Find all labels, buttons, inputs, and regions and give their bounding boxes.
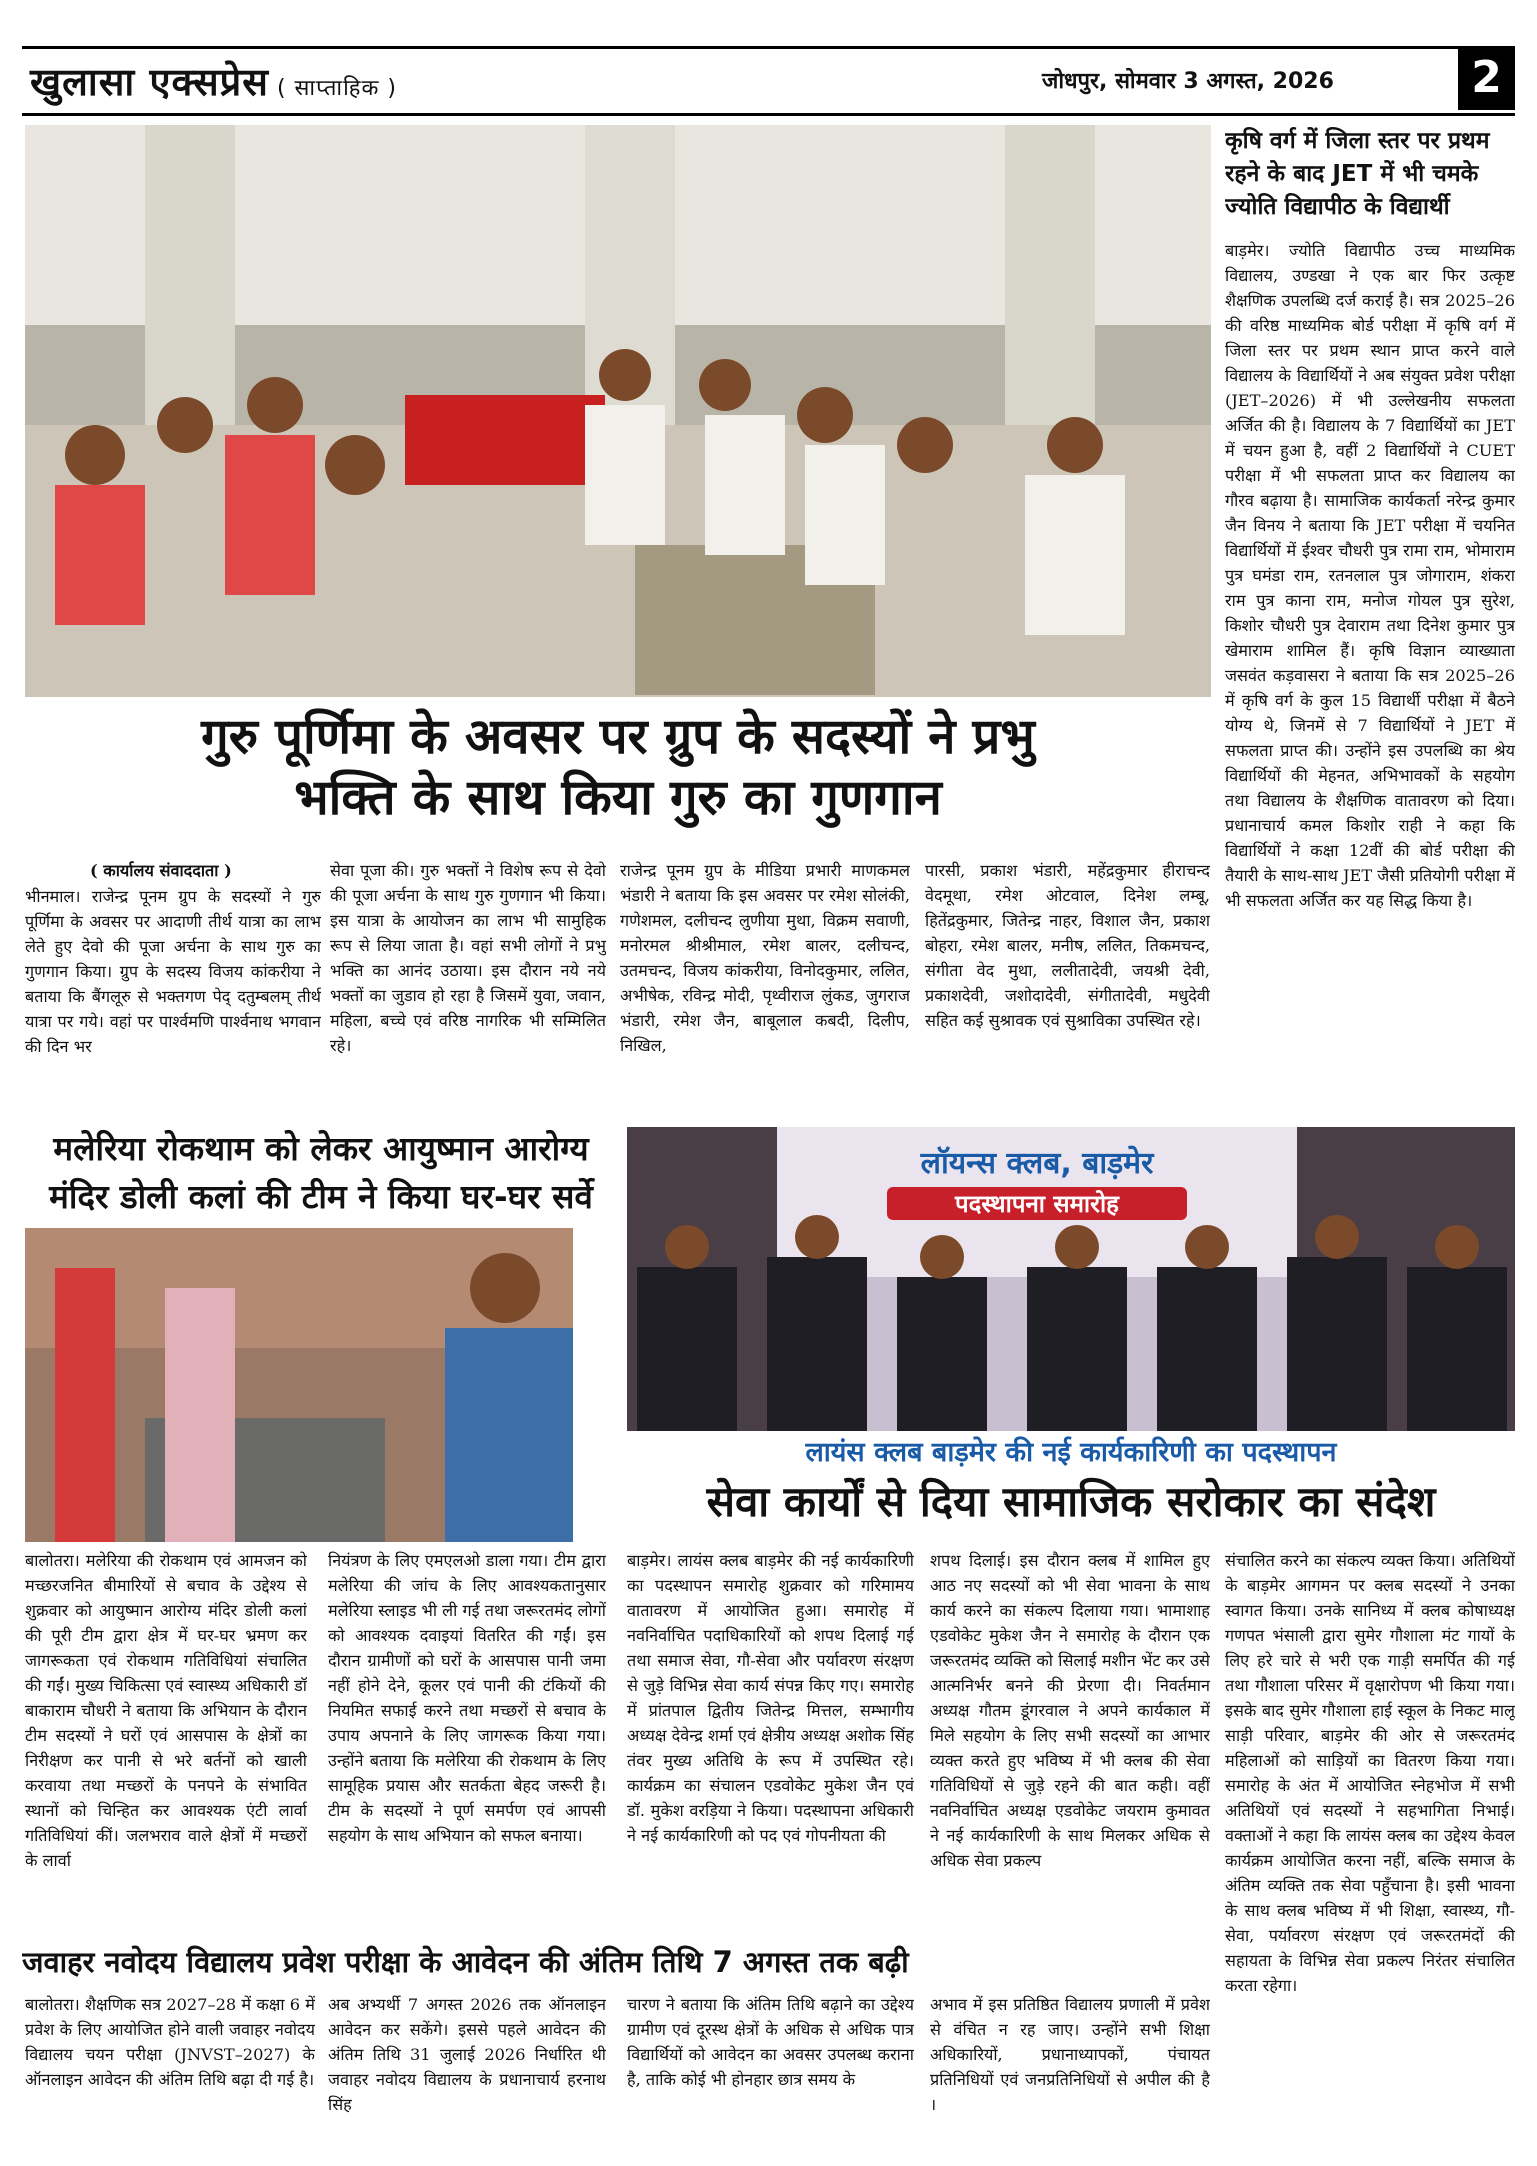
story2-col1: बालोतरा। मलेरिया की रोकथाम एवं आमजन को मच्छरजनित बीमारियों से बचाव के उद्देश्य से शुक्रवार को आयुष्मान आरोग्य मंदिर डोली कलां की पूरी टीम द्वारा क्षेत्र में घर-घर भ्रमण कर जागरूकता एवं रोकथाम गतिविधियां संचालित की गईं। मुख्य चिकित्सा एवं स्वास्थ्य अधिकारी डॉ बाकाराम चौधरी ने बताया कि अभियान के दौरान टीम सदस्यों ने घरों एवं आसपास के क्षेत्रों का निरीक्षण कर पानी से भरे बर्तनों को खाली करवाया तथा मच्छरों के पनपने के संभावित स्थानों को चिन्हित कर आवश्यक एंटी लार्वा गतिविधियां कीं। जलभराव वाले क्षेत्रों में मच्छरों के लार्वा — [25, 1551, 307, 1870]
story3-photo — [627, 1127, 1515, 1431]
story1-col3: राजेन्द्र पूनम ग्रुप के मीडिया प्रभारी माणकमल भंडारी ने बताया कि इस अवसर पर रमेश सोलंकी, गणेशमल, दलीचन्द लुणीया मुथा, विक्रम सवाणी, मनोरमल श्रीश्रीमाल, रमेश बालर, दलीचन्द, उतमचन्द, विजय कांकरीया, विनोदकुमार, ललित, अभीषेक, रविन्द्र मोदी, पृथ्वीराज लुंकड, जुगराज भंडारी, रमेश जैन, बाबूलाल कबदी, दिलीप, निखिल, — [620, 861, 910, 1055]
banner-title: लॉयन्स क्लब, बाड़मेर — [920, 1146, 1154, 1181]
sidebar-body: बाड़मेर। ज्योति विद्यापीठ उच्च माध्यमिक विद्यालय, उण्डखा ने एक बार फिर उत्कृष्ट शैक्षणिक उपलब्धि दर्ज कराई है। सत्र 2025–26 की वरिष्ठ माध्यमिक बोर्ड परीक्षा में कृषि वर्ग में जिला स्तर पर प्रथम स्थान प्राप्त करने वाले विद्यालय के विद्यार्थियों ने अब संयुक्त प्रवेश परीक्षा (JET–2026) में भी उल्लेखनीय सफलता अर्जित की है। विद्यालय के 7 विद्यार्थियों का JET में चयन हुआ है, वहीं 2 विद्यार्थियों ने CUET परीक्षा में भी सफलता प्राप्त कर विद्यालय का गौरव बढ़ाया है। सामाजिक कार्यकर्ता नरेन्द्र कुमार जैन विनय ने बताया कि JET परीक्षा में चयनित विद्यार्थियों में ईश्वर चौधरी पुत्र रामा राम, भोमाराम पुत्र घमंडा राम, रतनलाल पुत्र जोगाराम, शंकरा राम पुत्र काना राम, मनोज गोयल पुत्र सुरेश, किशोर चौधरी पुत्र देवाराम तथा दिनेश कुमार पुत्र खेमाराम शामिल हैं। कृषि विज्ञान व्याख्याता जसवंत कड़वासरा ने बताया कि सत्र 2025–26 में कृषि वर्ग के कुल 15 विद्यार्थी परीक्षा में बैठने योग्य थे, जिनमें से 7 विद्यार्थियों ने JET में सफलता प्राप्त की। उन्होंने इस उपलब्धि का श्रेय विद्यार्थियों की मेहनत, अभिभावकों के सहयोग तथा विद्यालय के शैक्षणिक वातावरण को दिया। प्रधानाचार्य कमल किशोर राही ने कहा कि विद्यार्थियों ने कक्षा 12वीं की बोर्ड परीक्षा की तैयारी के साथ-साथ JET जैसी प्रतियोगी परीक्षा में भी सफलता अर्जित कर यह सिद्ध किया है। — [1225, 241, 1515, 910]
story1-byline: ( कार्यालय संवाददाता ) — [90, 861, 232, 880]
story2-photo — [25, 1228, 573, 1542]
story4-col2: अब अभ्यर्थी 7 अगस्त 2026 तक ऑनलाइन आवेदन कर सकेंगे। इससे पहले आवेदन की अंतिम तिथि 31 जुलाई 2026 निर्धारित थी जवाहर नवोदय विद्यालय के प्रधानाचार्य हरनाथ सिंह — [328, 1995, 606, 2114]
newspaper-title: खुलासा एक्सप्रेस ( साप्ताहिक ) — [30, 60, 397, 104]
story1-headline-line1: गुरु पूर्णिमा के अवसर पर ग्रुप के सदस्यों ने प्रभु — [201, 708, 1035, 765]
story4-col1: बालोतरा। शैक्षणिक सत्र 2027–28 में कक्षा 6 में प्रवेश के लिए आयोजित होने वाली जवाहर नवोदय विद्यालय चयन परीक्षा (JNVST–2027) के ऑनलाइन आवेदन की अंतिम तिथि बढ़ा दी गई है। — [25, 1995, 315, 2089]
story1-headline-line2: भक्ति के साथ किया गुरु का गुणगान — [294, 769, 942, 827]
story2-headline — [22, 1125, 620, 1221]
story3-headline: सेवा कार्यों से दिया सामाजिक सरोकार का संदेश — [706, 1477, 1436, 1526]
story1-photo — [25, 125, 1211, 697]
dateline: जोधपुर, सोमवार 3 अगस्त, 2026 — [1042, 69, 1334, 94]
story4-col4: अभाव में इस प्रतिष्ठित विद्यालय प्रणाली में प्रवेश से वंचित न रह जाए। उन्होंने सभी शिक्षा अधिकारियों, प्रधानाध्यापकों, पंचायत प्रतिनिधियों एवं जनप्रतिनिधियों से अपील की है । — [930, 1995, 1210, 2114]
story4-col3: चारण ने बताया कि अंतिम तिथि बढ़ाने का उद्देश्य ग्रामीण एवं दूरस्थ क्षेत्रों के अधिक से अधिक पात्र विद्यार्थियों को आवेदन का अवसर उपलब्ध कराना है, ताकि कोई भी होनहार छात्र समय के — [627, 1995, 914, 2089]
story2-headline-line2: मंदिर डोली कलां की टीम ने किया घर-घर सर्वे — [49, 1177, 593, 1216]
story3-col1: बाड़मेर। लायंस क्लब बाड़मेर की नई कार्यकारिणी का पदस्थापन समारोह शुक्रवार को गरिमामय वातावरण में आयोजित हुआ। समारोह में नवनिर्वाचित पदाधिकारियों को शपथ दिलाई गई तथा समाज सेवा, गौ-सेवा और पर्यावरण संरक्षण से जुड़े विभिन्न सेवा कार्य संपन्न किए गए। समारोह में प्रांतपाल द्वितीय जितेन्द्र मित्तल, सम्भागीय अध्यक्ष देवेन्द्र शर्मा एवं क्षेत्रीय अध्यक्ष अशोक सिंह तंवर मुख्य अतिथि के रूप में उपस्थित रहे। कार्यक्रम का संचालन एडवोकेट मुकेश जैन एवं डॉ. मुकेश वरड़िया ने किया। पदस्थापना अधिकारी ने नई कार्यकारिणी को पद एवं गोपनीयता की — [627, 1551, 914, 1845]
page-number: 2 — [1458, 46, 1515, 110]
story3-col3: संचालित करने का संकल्प व्यक्त किया। अतिथियों के बाड़मेर आगमन पर क्लब सदस्यों ने उनका स्वागत किया। उनके सानिध्य में क्लब कोषाध्यक्ष गणपत भंसाली द्वारा सुमेर गौशाला मंट गायों के लिए हरे चारे से भरी एक गाड़ी समर्पित की गई तथा गौशाला परिसर में वृक्षारोपण भी किया गया। इसके बाद सुमेर गौशाला हाई स्कूल के निकट मालू साड़ी परिवार, बाड़मेर की ओर से जरूरतमंद महिलाओं को साड़ियों का वितरण किया गया। समारोह के अंत में आयोजित स्नेहभोज में सभी अतिथियों एवं सदस्यों ने सहभागिता निभाई। वक्ताओं ने कहा कि लायंस क्लब का उद्देश्य केवल कार्यक्रम आयोजित करना नहीं, बल्कि समाज के अंतिम व्यक्ति तक सेवा पहुँचाना है। इसी भावना के साथ क्लब भविष्य में भी शिक्षा, स्वास्थ्य, गौ-सेवा, पर्यावरण संरक्षण एवं जरूरतमंदों की सहायता के विभिन्न सेवा प्रकल्प निरंतर संचालित करता रहेगा। — [1225, 1551, 1515, 1995]
banner-subtitle: पदस्थापना समारोह — [887, 1187, 1187, 1220]
story3-col2: शपथ दिलाई। इस दौरान क्लब में शामिल हुए आठ नए सदस्यों को भी सेवा भावना के साथ कार्य करने का संकल्प दिलाया गया। भामाशाह एडवोकेट मुकेश जैन ने समारोह के दौरान एक जरूरतमंद व्यक्ति को सिलाई मशीन भेंट कर उसे आत्मनिर्भर बनने की प्रेरणा दी। निवर्तमान अध्यक्ष गौतम डूंगरवाल ने अपने कार्यकाल में मिले सहयोग के लिए सभी सदस्यों का आभार व्यक्त करते हुए भविष्य में भी क्लब की सेवा गतिविधियों से जुड़े रहने की बात कही। वहीं नवनिर्वाचित अध्यक्ष एडवोकेट जयराम कुमावत ने नई कार्यकारिणी के साथ मिलकर अधिक से अधिक सेवा प्रकल्प — [930, 1551, 1210, 1870]
story1-headline — [25, 706, 1211, 829]
story3-kicker: लायंस क्लब बाड़मेर की नई कार्यकारिणी का पदस्थापन — [805, 1437, 1337, 1468]
story1-col2: सेवा पूजा की। गुरु भक्तों ने विशेष रूप से देवो की पूजा अर्चना के साथ गुरु गुणगान भी किया। इस यात्रा के आयोजन का लाभ भी सामुहिक रूप से लिया जाता है। वहां सभी लोगों ने प्रभु भक्ति का आनंद उठाया। इस दौरान नये नये भक्तों का जुडाव हो रहा है जिसमें युवा, जवान, महिला, बच्चे एवं वरिष्ठ नागरिक भी सम्मिलित रहे। — [330, 861, 606, 1055]
sidebar-headline: कृषि वर्ग में जिला स्तर पर प्रथम रहने के बाद JET में भी चमके ज्योति विद्यापीठ के विद्यार्थी — [1225, 128, 1490, 220]
story1-col4: पारसी, प्रकाश भंडारी, महेंद्रकुमार हीराचन्द वेदमूथा, रमेश ओटवाल, दिनेश लम्बू, हितेंद्रकुमार, जितेन्द्र नाहर, विशाल जैन, प्रकाश बोहरा, रमेश बालर, मनीष, ललित, तिकमचन्द, संगीता वेद मुथा, ललीतादेवी, जयश्री देवी, प्रकाशदेवी, जशोदादेवी, संगीतादेवी, मधुदेवी सहित कई सुश्रावक एवं सुश्राविका उपस्थित रहे। — [925, 861, 1210, 1030]
temple-gathering-illustration — [25, 125, 1211, 697]
edition-label: ( साप्ताहिक ) — [276, 76, 397, 101]
story1-col1: भीनमाल। राजेन्द्र पूनम ग्रुप के सदस्यों ने गुरु पूर्णिमा के अवसर पर आदाणी तीर्थ यात्रा का लाभ लेते हुए देवो की पूजा अर्चना के साथ गुरु का गुणगान किया। ग्रुप के सदस्य विजय कांकरीया ने बताया कि बैंगलूरु से भक्तगण पेद् दतुम्बलम् तीर्थ यात्रा पर गये। वहां पर पार्श्वमणि पार्श्वनाथ भगवान की दिन भर — [25, 887, 321, 1056]
masthead — [22, 46, 1515, 116]
health-team-illustration — [25, 1228, 573, 1542]
story4-headline: जवाहर नवोदय विद्यालय प्रवेश परीक्षा के आवेदन की अंतिम तिथि 7 अगस्त तक बढ़ी — [22, 1945, 909, 1979]
story2-headline-line1: मलेरिया रोकथाम को लेकर आयुष्मान आरोग्य — [53, 1129, 589, 1168]
story2-col2: नियंत्रण के लिए एमएलओ डाला गया। टीम द्वारा मलेरिया की जांच के लिए आवश्यकतानुसार मलेरिया स्लाइड भी ली गई तथा जरूरतमंद लोगों को आवश्यक दवाइयां वितरित की गईं। इस दौरान ग्रामीणों को घरों के आसपास पानी जमा नहीं होने देने, कूलर एवं पानी की टंकियों की नियमित सफाई करने तथा मच्छरों से बचाव के उपाय अपनाने के लिए जागरूक किया गया। उन्होंने बताया कि मलेरिया की रोकथाम के लिए सामूहिक प्रयास और सतर्कता बेहद जरूरी है। टीम के सदस्यों ने पूर्ण समर्पण एवं आपसी सहयोग के साथ अभियान को सफल बनाया। — [328, 1551, 606, 1845]
